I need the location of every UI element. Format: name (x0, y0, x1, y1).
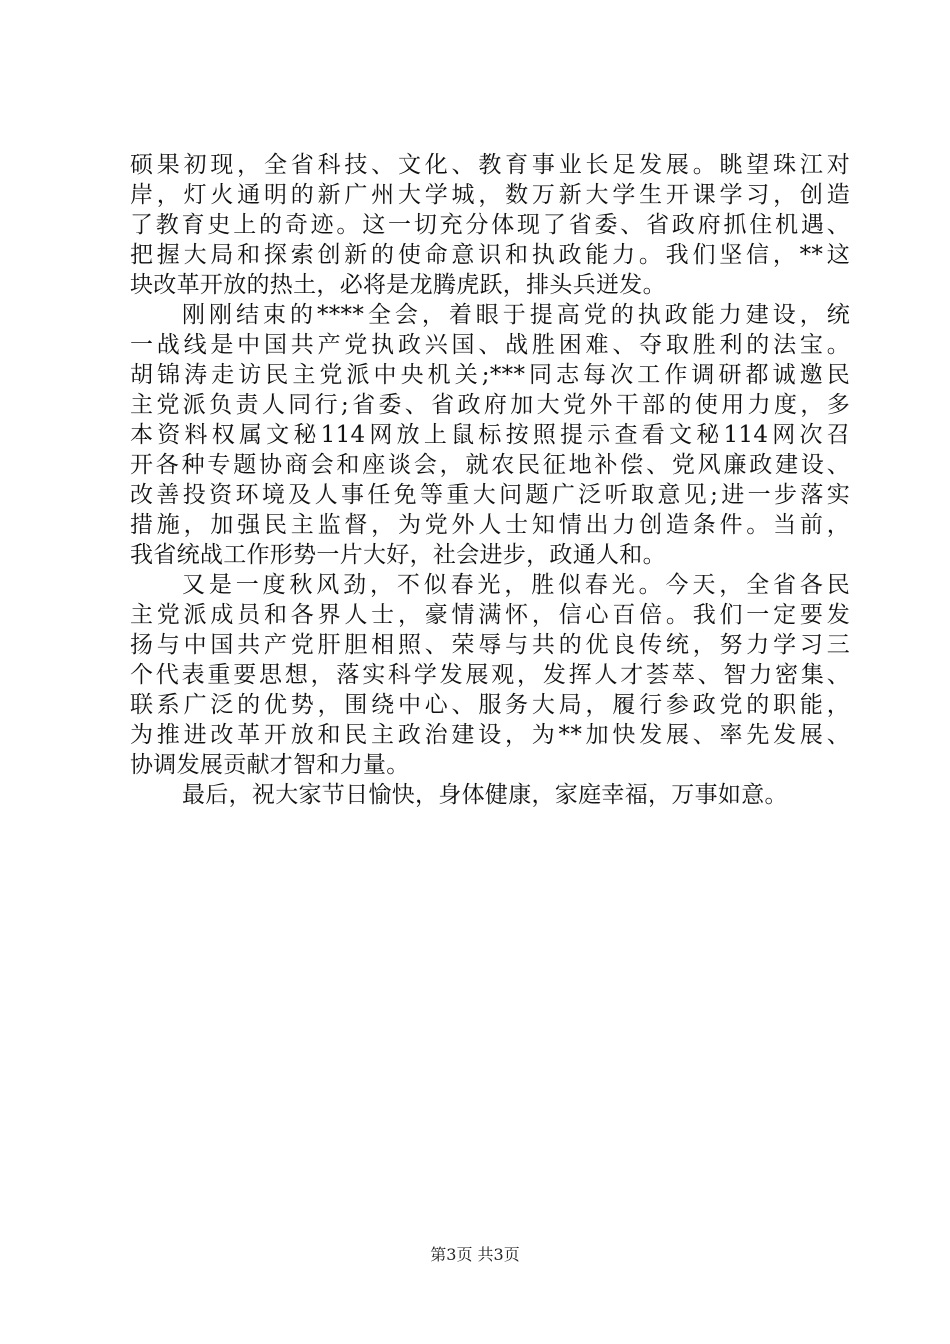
text-line: 刚刚结束的****全会，着眼于提高党的执政能力建设，统 (182, 302, 850, 328)
text-line: 块改革开放的热土，必将是龙腾虎跃，排头兵迸发。 (130, 272, 666, 298)
text-line: 为推进改革开放和民主政治建设，为**加快发展、率先发展、 (130, 722, 850, 748)
text-line: 又是一度秋风劲，不似春光，胜似春光。今天，全省各民 (182, 572, 850, 598)
text-line: 个代表重要思想，落实科学发展观，发挥人才荟萃、智力密集、 (130, 662, 850, 688)
text-line: 开各种专题协商会和座谈会，就农民征地补偿、党风廉政建设、 (130, 452, 850, 478)
text-line: 最后，祝大家节日愉快，身体健康，家庭幸福，万事如意。 (182, 782, 788, 808)
text-line: 把握大局和探索创新的使命意识和执政能力。我们坚信，**这 (130, 242, 850, 268)
text-line: 扬与中国共产党肝胆相照、荣辱与共的优良传统，努力学习三 (130, 632, 850, 658)
text-line: 主党派成员和各界人士，豪情满怀，信心百倍。我们一定要发 (130, 602, 850, 628)
text-line: 胡锦涛走访民主党派中央机关;***同志每次工作调研都诚邀民 (130, 362, 850, 388)
text-line: 措施，加强民主监督，为党外人士知情出力创造条件。当前， (130, 512, 850, 538)
text-line: 本资料权属文秘114网放上鼠标按照提示查看文秘114网次召 (130, 422, 850, 448)
text-line: 岸，灯火通明的新广州大学城，数万新大学生开课学习，创造 (130, 182, 850, 208)
text-line: 协调发展贡献才智和力量。 (130, 752, 410, 778)
text-line: 主党派负责人同行;省委、省政府加大党外干部的使用力度，多 (130, 392, 850, 418)
page-footer: 第3页 共3页 (430, 1245, 520, 1264)
body-text (130, 150, 850, 810)
text-line: 改善投资环境及人事任免等重大问题广泛听取意见;进一步落实 (130, 482, 850, 508)
text-line: 硕果初现，全省科技、文化、教育事业长足发展。眺望珠江对 (130, 152, 850, 178)
text-line: 我省统战工作形势一片大好，社会进步，政通人和。 (130, 542, 666, 568)
text-line: 一战线是中国共产党执政兴国、战胜困难、夺取胜利的法宝。 (130, 332, 850, 358)
text-line: 联系广泛的优势，围绕中心、服务大局，履行参政党的职能， (130, 692, 850, 718)
text-line: 了教育史上的奇迹。这一切充分体现了省委、省政府抓住机遇、 (130, 212, 850, 238)
